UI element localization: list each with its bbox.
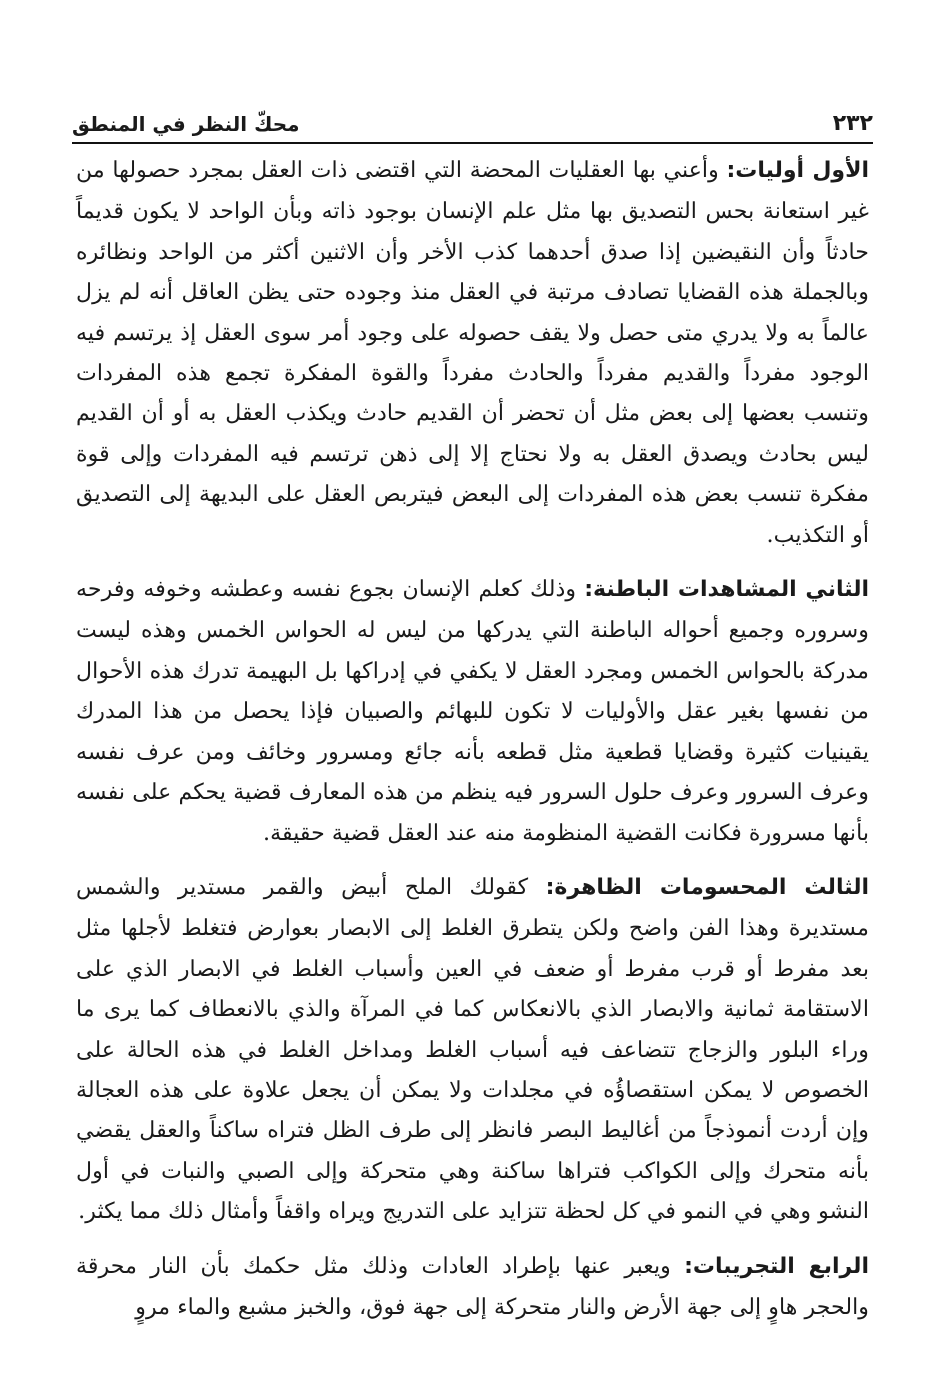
page-number: ٢٣٢ <box>832 111 873 136</box>
paragraph-awwaliyat <box>76 150 869 555</box>
paragraph-heading: الأول أوليات: <box>726 158 869 183</box>
paragraph-text: وأعني بها العقليات المحضة التي اقتضى ذات العقل بمجرد حصولها من غير استعانة بحس التصديق بها مثل علم الإنسان بوجود ذاته وبأن الواحد لا يكون قديماً حادثاً وأن النقيضين إذا صدق أحدهما كذب الأخر وأن الاثنين أكثر من الواحد ونظائره وبالجملة هذه القضايا تصادف مرتبة في العقل منذ وجوده حتى يظن العاقل أنه لم يزل عالماً به ولا يدري متى حصل ولا يقف حصوله على وجود أمر سوى العقل إذ يرتسم فيه الوجود مفرداً والقديم مفرداً والحادث مفرداً والقوة المفكرة تجمع هذه المفردات وتنسب بعضها إلى بعض مثل أن تحضر أن القديم حادث ويكذب العقل به أو أن القديم ليس بحادث ويصدق العقل به ولا نحتاج إلا إلى ذهن ترتسم فيه المفردات وإلى قوة مفكرة تنسب بعض هذه المفردات إلى البعض فيتربص العقل على البديهة إلى التصديق أو التكذيب. <box>76 157 869 548</box>
paragraph-tajribiyat <box>76 1246 869 1328</box>
paragraph-heading: الرابع التجريبات: <box>684 1253 869 1279</box>
running-head <box>72 96 873 144</box>
page-body <box>76 150 869 1341</box>
paragraph-text: وذلك كعلم الإنسان بجوع نفسه وعطشه وخوفه وفرحه وسروره وجميع أحواله الباطنة التي يدركها من ليس له الحواس الخمس وهذه ليست مدركة بالحواس الخمس ومجرد العقل لا يكفي في إدراكها بل البهيمة تدرك هذه الأحوال من نفسها بغير عقل والأوليات لا تكون للبهائم والصبيان فإذا يحصل من هذا المدرك يقينيات كثيرة وقضايا قطعية مثل قطعه بأنه جائع ومسرور وخائف ومن عرف نفسه وعرف السرور وعرف حلول السرور فيه ينظم من هذه المعارف قضية يحكم على نفسه بأنها مسرورة فكانت القضية المنظومة منه عند العقل قضية حقيقة. <box>76 576 869 846</box>
paragraph-mushahadat <box>76 569 869 853</box>
paragraph-text: ويعبر عنها بإطراد العادات وذلك مثل حكمك بأن النار محرقة والحجر هاوٍ إلى جهة الأرض والنار متحركة إلى جهة فوق، والخبز مشبع والماء مروٍ <box>76 1252 869 1320</box>
paragraph-text: كقولك الملح أبيض والقمر مستدير والشمس مستديرة وهذا الفن واضح ولكن يتطرق الغلط إلى الابصار بعوارض فتغلط لأجلها مثل بعد مفرط أو قرب مفرط أو ضعف في العين وأسباب الغلط في الابصار الذي على الاستقامة ثمانية والابصار الذي بالانعكاس كما في المرآة والذي بالانعطاف كما يرى ما وراء البلور والزجاج تتضاعف فيه أسباب الغلط ومداخل الغلط في هذه الحالة على الخصوص لا يمكن استقصاؤُه في مجلدات ولا يمكن أن يجعل علاوة على هذه العجالة وإن أردت أنموذجاً من أغاليط البصر فانظر إلى طرف الظل فتراه ساكناً والعقل يقضي بأنه متحرك وإلى الكواكب فتراها ساكنة وهي متحركة وإلى الصبي والنبات في أول النشو وهي في النمو في كل لحظة تتزايد على التدريج ويراه واقفاً وأمثال ذلك مما يكثر. <box>76 873 869 1225</box>
paragraph-mahsusat <box>76 867 869 1232</box>
paragraph-heading: الثاني المشاهدات الباطنة: <box>584 577 869 603</box>
paragraph-heading: الثالث المحسومات الظاهرة: <box>545 874 869 900</box>
running-title: محكّ النظر في المنطق <box>72 112 300 136</box>
